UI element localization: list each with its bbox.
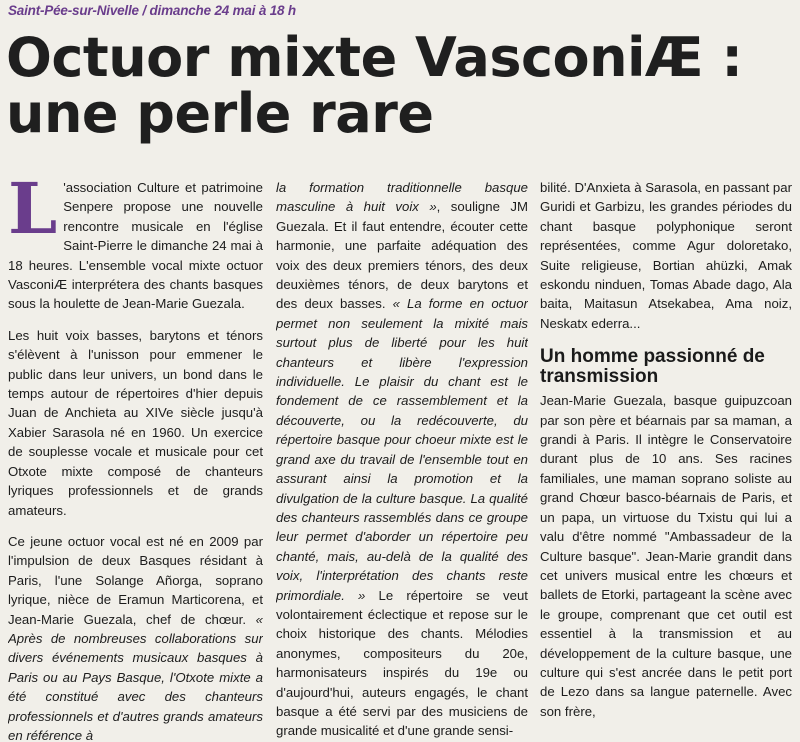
article-column-3 (540, 178, 792, 742)
drop-cap: L (8, 178, 58, 250)
octuor-quote: « La forme en octuor permet non seulement la mixité mais surtout plus de liberté pour les huit chanteurs et libère l'expression individuelle. Le plaisir du chant est le fondement de ce rassemblement et la découverte, ou la redécouverte, du répertoire basque pour choeur mixte est le grand axe du travail de l'ensemble tout en assurant ainsi la promotion et la divulgation de la culture basque. La qualité des chanteurs rassemblés dans ce groupe leur permet d'aborder un répertoire peu chanté, mais, au-delà de la qualité des voix, l'interprétation des chants reste primordiale. » (276, 296, 528, 603)
paragraph-intro (8, 178, 263, 314)
paragraph-formation (276, 178, 528, 741)
article-kicker: Saint-Pée-sur-Nivelle / dimanche 24 mai à 18 h (8, 3, 296, 18)
article-column-2 (276, 178, 528, 742)
repertoire-text: Le répertoire se veut volontairement éclectique et repose sur le choix historique des chants. Mélodies anonymes, compositeurs du 20e, harmonisateurs inspirés du 19e ou d'aujourd'hui, auteurs engagés, le chant basque a été servi par des musiciens de grande musicalité et d'une grande sensi- (276, 587, 528, 739)
paragraph-voices: Les huit voix basses, barytons et ténors s'élèvent à l'unisson pour emmener le public dans leur univers, un bond dans le temps autour de répertoires d'hier depuis Juan de Anchieta au XIVe siècle jusqu'à Xabier Sarasola né en 1960. Un exercice de souplesse vocale et musicale pour cet Otxote mixte composé de chanteurs lyriques professionnels et de grands amateurs. (8, 327, 263, 518)
origin-text: Ce jeune octuor vocal est né en 2009 par l'impulsion de deux Basques résidant à Paris, l'une Solange Añorga, soprano lyrique, nièce de Eramun Marticorena, et Jean-Marie Guezala, chef de chœur. (8, 533, 263, 627)
headline-line-2: une perle rare (6, 82, 434, 145)
paragraph-biography: Jean-Marie Guezala, basque guipuzcoan par son père et béarnais par sa maman, a grandi à Paris. Il intègre le Conservatoire durant plus de 10 ans. Ses racines familiales, une maman soprano soliste au grand Chœur basco-béarnais de Paris, et un papa, un virtuose du Txistu qui lui a valu d'être nommé "Ambassadeur de la Culture basque". Jean-Marie grandit dans cet univers musical entre les chœurs et ballets de Etorki, partageant la scène avec le groupe, comprenant que cet outil est essentiel à la transmission et au développement de la culture basque, une culture qui s'est ancrée dans le petit port de Lezo dans sa langue paternelle. Avec son frère, (540, 393, 792, 719)
paragraph-origin (8, 532, 263, 742)
origin-quote: « Après de nombreuses collaborations sur divers événements musicaux basques à Paris ou au Pays Basque, l'Otxote mixte a été constitué avec des chanteurs professionnels et d'autres grands amateurs en référence à (8, 611, 263, 742)
section-subheading: Un homme passionné de transmission (540, 346, 765, 388)
paragraph-periods: bilité. D'Anxieta à Sarasola, en passant par Guridi et Garbizu, les grandes périodes du chant basque polyphonique seront représentées, comme Agur doloretako, Suite religieuse, Bortian ahüzki, Amak eskondu ninduen, Tomas Abade dago, Ala baita, Maitasun Atsekabea, Ama noiz, Neskatx ederra... (540, 180, 792, 331)
formation-quote: la formation traditionnelle basque masculine à huit voix » (276, 180, 528, 215)
formation-text: , souligne JM Guezala. Et il faut entendre, écouter cette harmonie, une parfaite adéquation des voix des deux premiers ténors, des deux deuxièmes ténors, de deux barytons et des deux basses. (276, 199, 528, 312)
article-column-1 (8, 178, 263, 742)
headline-line-1: Octuor mixte VasconiÆ : (6, 26, 743, 89)
article-headline (6, 26, 796, 145)
intro-text: 'association Culture et patrimoine Senpere propose une nouvelle rencontre musicale en l'église Saint-Pierre le dimanche 24 mai à 18 heures. L'ensemble vocal mixte octuor VasconiÆ interprétera des chants basques sous la houlette de Jean-Marie Guezala. (8, 180, 263, 312)
